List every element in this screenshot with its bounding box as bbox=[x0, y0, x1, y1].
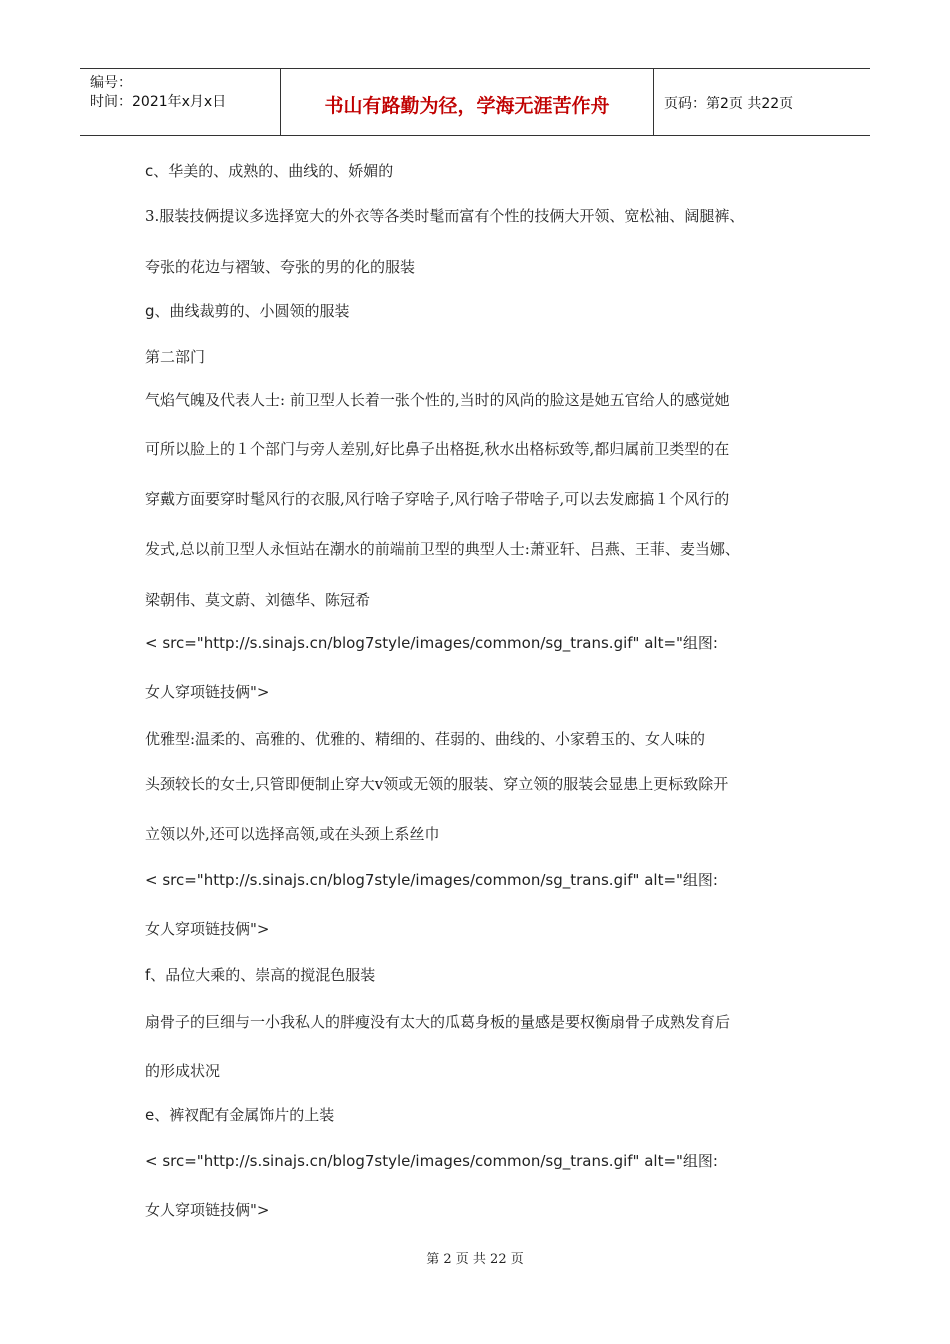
body-paragraph: 扇骨子的巨细与一小我私人的胖瘦没有太大的瓜葛身板的量感是要权衡扇骨子成熟发育后 bbox=[145, 1013, 731, 1031]
image-tag-text: 女人穿项链技俩"> bbox=[145, 1201, 270, 1219]
image-tag-text: < src="http://s.sinajs.cn/blog7style/images/common/sg_trans.gif" alt="组图: bbox=[145, 871, 718, 889]
body-paragraph: 可所以脸上的１个部门与旁人差别,好比鼻子出格挺,秋水出格标致等,都归属前卫类型的在 bbox=[145, 440, 730, 458]
body-paragraph: 立领以外,还可以选择高领,或在头颈上系丝巾 bbox=[145, 825, 440, 843]
body-paragraph: 头颈较长的女士,只管即便制止穿大v领或无领的服装、穿立领的服装会显患上更标致除开 bbox=[145, 775, 729, 793]
body-paragraph: 的形成状况 bbox=[145, 1062, 221, 1080]
body-paragraph: 梁朝伟、莫文蔚、刘德华、陈冠希 bbox=[145, 591, 371, 609]
body-paragraph: e、裤衩配有金属饰片的上装 bbox=[145, 1106, 335, 1124]
body-paragraph: 穿戴方面要穿时髦风行的衣服,风行啥子穿啥子,风行啥子带啥子,可以去发廊搞１个风行的 bbox=[145, 490, 730, 508]
header-page-cell bbox=[654, 69, 870, 135]
body-paragraph: c、华美的、成熟的、曲线的、娇媚的 bbox=[145, 162, 394, 180]
body-paragraph: 3.服装技俩提议多选择宽大的外衣等各类时髦而富有个性的技俩大开领、宽松袖、阔腿裤、 bbox=[145, 207, 745, 225]
header-meta-cell bbox=[80, 69, 281, 135]
page-header bbox=[80, 68, 870, 136]
body-paragraph: 夸张的花边与褶皱、夸张的男的化的服装 bbox=[145, 258, 416, 276]
image-tag-text: < src="http://s.sinajs.cn/blog7style/images/common/sg_trans.gif" alt="组图: bbox=[145, 1152, 718, 1170]
image-tag-text: < src="http://s.sinajs.cn/blog7style/images/common/sg_trans.gif" alt="组图: bbox=[145, 634, 718, 652]
header-motto: 书山有路勤为径，学海无涯苦作舟 bbox=[324, 95, 610, 117]
body-paragraph: g、曲线裁剪的、小圆领的服装 bbox=[145, 302, 350, 320]
document-number-label: 编号： bbox=[90, 75, 132, 91]
image-tag-text: 女人穿项链技俩"> bbox=[145, 683, 270, 701]
header-page-info: 页码：第2页 共22页 bbox=[664, 96, 794, 112]
document-time-label: 时间：2021年x月x日 bbox=[90, 94, 227, 110]
body-paragraph: 气焰气魄及代表人士: 前卫型人长着一张个性的,当时的风尚的脸这是她五官给人的感觉她 bbox=[145, 391, 730, 409]
section-heading: 第二部门 bbox=[145, 348, 206, 366]
page-footer: 第 2 页 共 22 页 bbox=[426, 1252, 524, 1267]
body-paragraph: 发式,总以前卫型人永恒站在潮水的前端前卫型的典型人士:萧亚轩、吕燕、王菲、麦当娜、 bbox=[145, 540, 740, 558]
body-paragraph: f、品位大乘的、崇高的搅混色服装 bbox=[145, 966, 376, 984]
body-paragraph: 优雅型:温柔的、高雅的、优雅的、精细的、荏弱的、曲线的、小家碧玉的、女人味的 bbox=[145, 730, 706, 748]
header-motto-cell bbox=[281, 69, 654, 135]
image-tag-text: 女人穿项链技俩"> bbox=[145, 920, 270, 938]
